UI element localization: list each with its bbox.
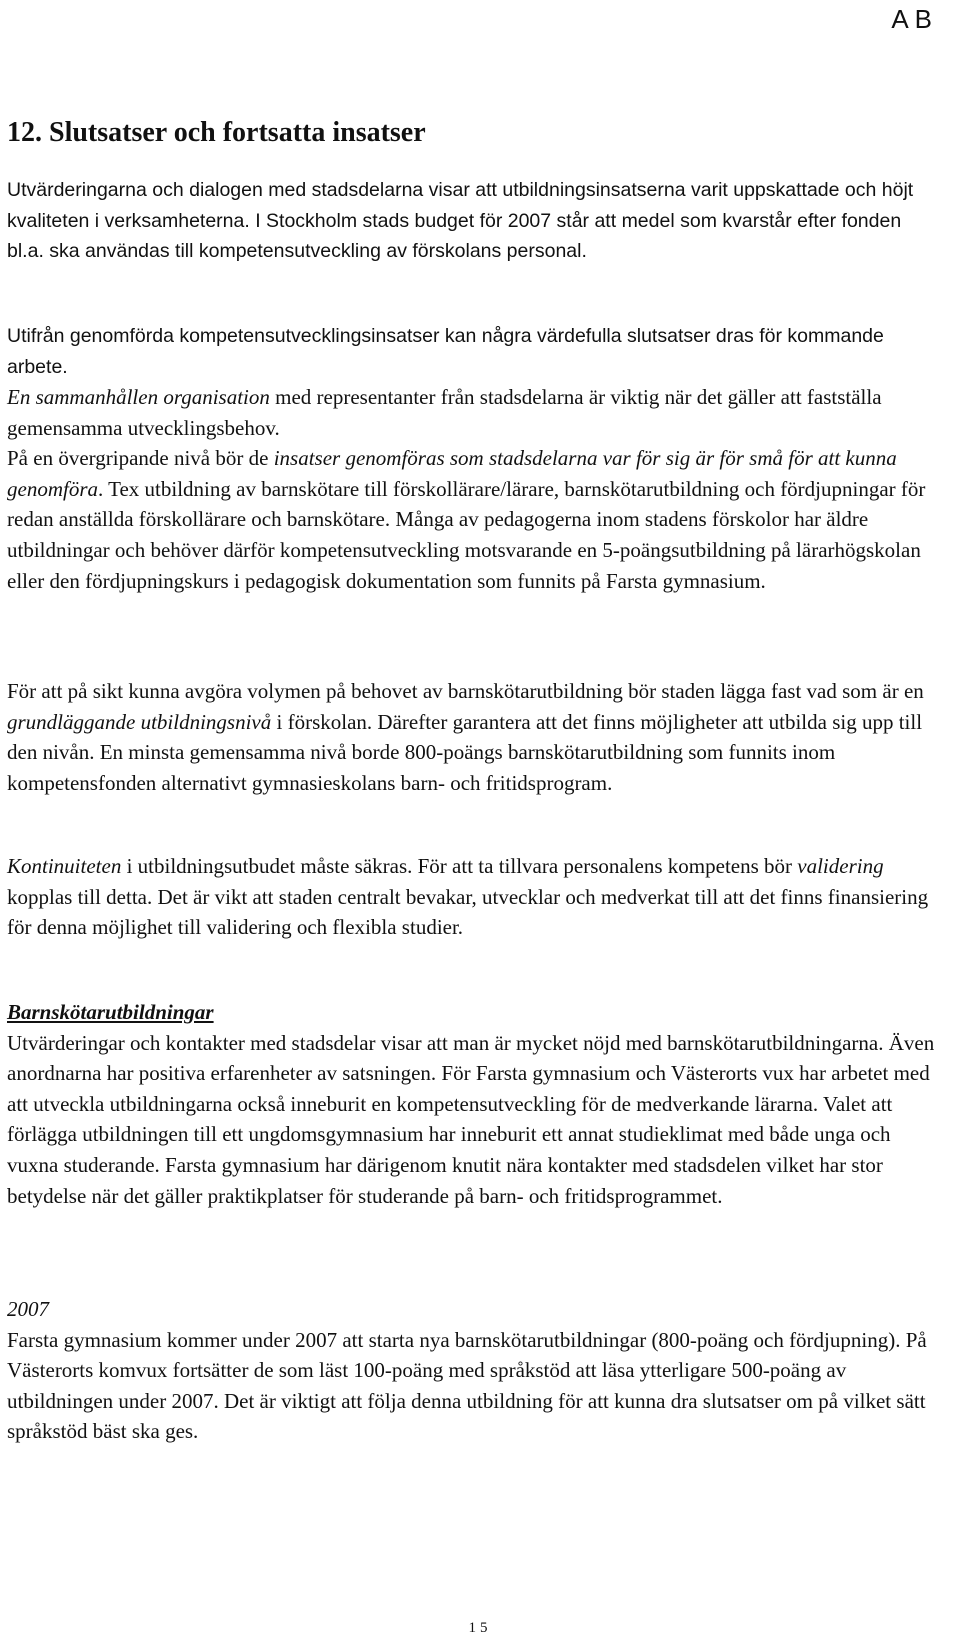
continuity-emphasis: Kontinuiteten: [7, 854, 122, 878]
conclusions-body: [7, 382, 937, 596]
volume-intro: För att på sikt kunna avgöra volymen på behovet av barnskötarutbildning bör staden lägga fast vad som är en: [7, 679, 924, 703]
year-2007-heading: [7, 1294, 937, 1325]
corner-letter-a: A: [891, 4, 909, 34]
page-number: 15: [468, 1620, 492, 1636]
year-2007-section: [7, 1294, 937, 1447]
section-title: 12. Slutsatser och fortsatta insatser: [7, 117, 426, 148]
volume-emphasis: grundläggande utbildningsnivå: [7, 709, 272, 734]
organisation-text: med representanter från stadsdelarna är viktig när det gäller att fastställa gemensamma utvecklingsbehov.: [7, 385, 882, 440]
continuity-paragraph: [7, 851, 937, 943]
year-2007-paragraph: Farsta gymnasium kommer under 2007 att starta nya barnskötarutbildningar (800-poäng och fördjupning). På Västerorts komvux fortsätter de som läst 100-poäng med språkstöd att läsa ytterligare 500-poäng av utbildningen under 2007. Det är viktigt att följa denna utbildning för att kunna dra slutsatser om på vilket sätt språkstöd bäst ska ges.: [7, 1327, 927, 1444]
barnskotar-heading: Barnskötarutbildningar: [7, 1000, 214, 1024]
validation-emphasis: validering: [797, 854, 884, 878]
barnskotar-section: [7, 997, 937, 1211]
corner-letter-b: B: [914, 4, 932, 34]
year-2007-heading-text: 2007: [7, 1297, 49, 1321]
continuity-text: kopplas till detta. Det är vikt att staden centralt bevakar, utvecklar och medverkat till att det finns finansiering för denna möjlighet till validering och flexibla studier.: [7, 884, 929, 940]
barnskotar-paragraph: Utvärderingar och kontakter med stadsdelar visar att man är mycket nöjd med barnskötarutbildningarna. Även anordnarna har positiva erfarenheter av satsningen. För Farsta gymnasium och Västerorts vux har arbetet med att utveckla utbildningarna också inneburit en kompetensutveckling för de medverkande lärarna. Valet att förlägga utbildningen till ett ungdomsgymnasium har inneburit ett annat studieklimat med både unga och vuxna studerande. Farsta gymnasium har därigenom knutit nära kontakter med stadsdelen vilket har stor betydelse när det gäller praktikplatser för studerande på barn- och fritidsprogrammet.: [7, 1030, 935, 1208]
intro-paragraph: Utvärderingarna och dialogen med stadsdelarna visar att utbildningsinsatserna varit uppskattade och höjt kvaliteten i verksamheterna. I Stockholm stads budget för 2007 står att medel som kvarstår efter fonden bl.a. ska användas till kompetensutveckling av förskolans personal.: [7, 179, 914, 263]
level-intro: På en övergripande nivå bör de: [7, 446, 274, 471]
volume-text: i förskolan. Därefter garantera att det finns möjligheter att utbilda sig upp till den nivån. En minsta gemensamma nivå borde 800-poängs barnskötarutbildning som funnits inom kompetensfonden alternativt gymnasieskolans barn- och fritidsprogram.: [7, 709, 923, 795]
organisation-paragraph: [7, 382, 937, 443]
volume-paragraph: [7, 676, 937, 798]
organisation-emphasis: En sammanhållen organisation: [7, 385, 270, 409]
level-emphasis: insatser genomföras som stadsdelarna var för sig är för små för att kunna genomföra: [7, 446, 897, 501]
level-paragraph: [7, 443, 937, 596]
conclusions-intro-paragraph: Utifrån genomförda kompetensutvecklingsinsatser kan några värdefulla slutsatser dras för kommande arbete.: [7, 325, 884, 378]
continuity-mid: i utbildningsutbudet måste säkras. För att ta tillvara personalens kompetens bör: [121, 854, 798, 878]
level-text: . Tex utbildning av barnskötare till förskollärare/lärare, barnskötarutbildning och fördjupningar för redan anställda förskollärare och barnskötare. Många av pedagogerna inom stadens förskolor har äldre utbildningar och behöver därför kompetensutveckling motsvarande en 5-poängsutbildning på lärarhögskolan eller den fördjupningskurs i pedagogisk dokumentation som funnits på Farsta gymnasium.: [7, 476, 926, 593]
header-corner-letters: [891, 4, 932, 35]
